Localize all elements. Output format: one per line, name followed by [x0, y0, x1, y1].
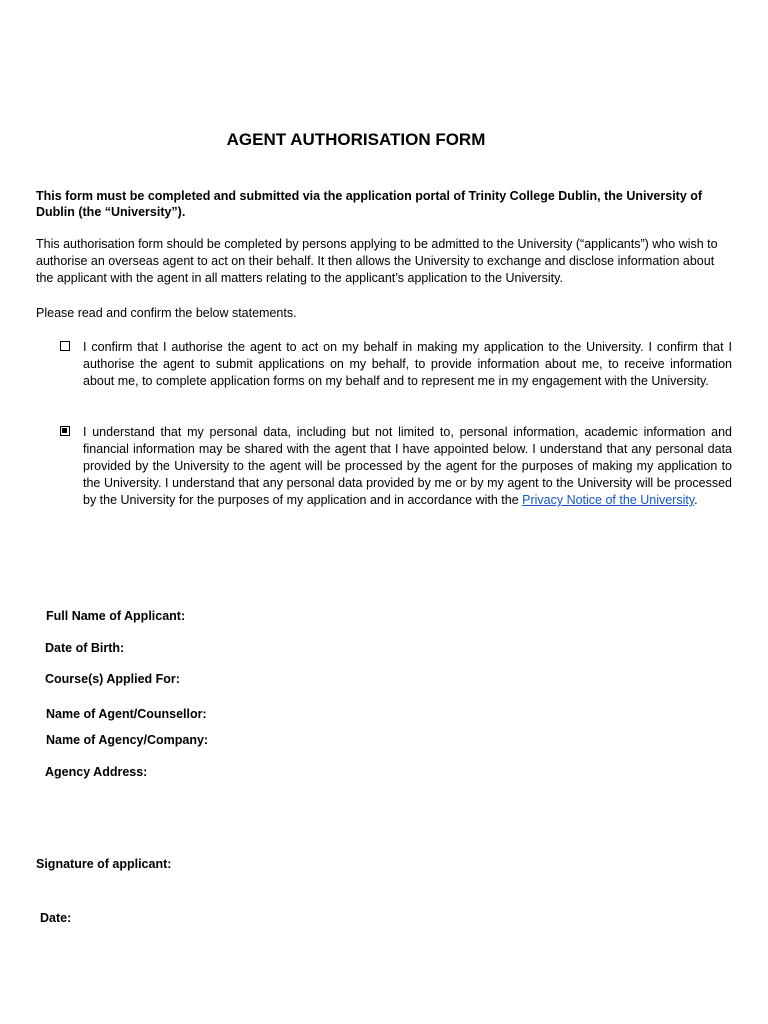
statement-2-text-block: [83, 424, 732, 509]
intro-paragraph: This authorisation form should be completed by persons applying to be admitted to the University (“applicants”) who wish to authorise an overseas agent to act on their behalf. It then allows the University to exchange and disclose information about the applicant with the agent in all matters relating to the applicant’s application to the University.: [36, 237, 718, 285]
date-label: Date:: [40, 911, 72, 925]
agent-name-label: Name of Agent/Counsellor:: [46, 707, 207, 721]
full-name-label: Full Name of Applicant:: [46, 609, 186, 623]
agency-name-label: Name of Agency/Company:: [46, 733, 209, 747]
statement-1-checkbox[interactable]: [60, 341, 70, 351]
date-of-birth-label: Date of Birth:: [45, 641, 125, 655]
form-title: AGENT AUTHORISATION FORM: [226, 130, 486, 149]
privacy-notice-link[interactable]: Privacy Notice of the University: [522, 493, 695, 507]
statement-2-text: I understand that my personal data, including but not limited to, personal information, academic information and financial information may be shared with the agent that I have appointed below. I understand that any personal data provided by the University to the agent will be processed by the agent for the purposes of making my application to the University. I understand that any personal data provided by me or by my agent to the University will be processed by the University for the purposes of my application and in accordance with the: [83, 425, 732, 507]
signature-label: Signature of applicant:: [36, 857, 172, 871]
agency-address-label: Agency Address:: [45, 765, 148, 779]
statement-2-checkbox[interactable]: [60, 426, 70, 436]
statement-1-text: I confirm that I authorise the agent to act on my behalf in making my application to the University. I confirm that I authorise the agent to submit applications on my behalf, to provide information about me, to receive information about me, to complete application forms on my behalf and to represent me in my engagement with the University.: [83, 340, 732, 388]
statement-personal-data: [60, 424, 732, 509]
statement-2-suffix: .: [694, 493, 698, 507]
intro-bold-paragraph: This form must be completed and submitted via the application portal of Trinity College Dublin, the University of Dublin (the “University”).: [36, 189, 703, 219]
statement-authorise-agent: [60, 339, 732, 390]
courses-applied-label: Course(s) Applied For:: [45, 672, 180, 686]
read-confirm-instruction: Please read and confirm the below statements.: [36, 306, 297, 320]
